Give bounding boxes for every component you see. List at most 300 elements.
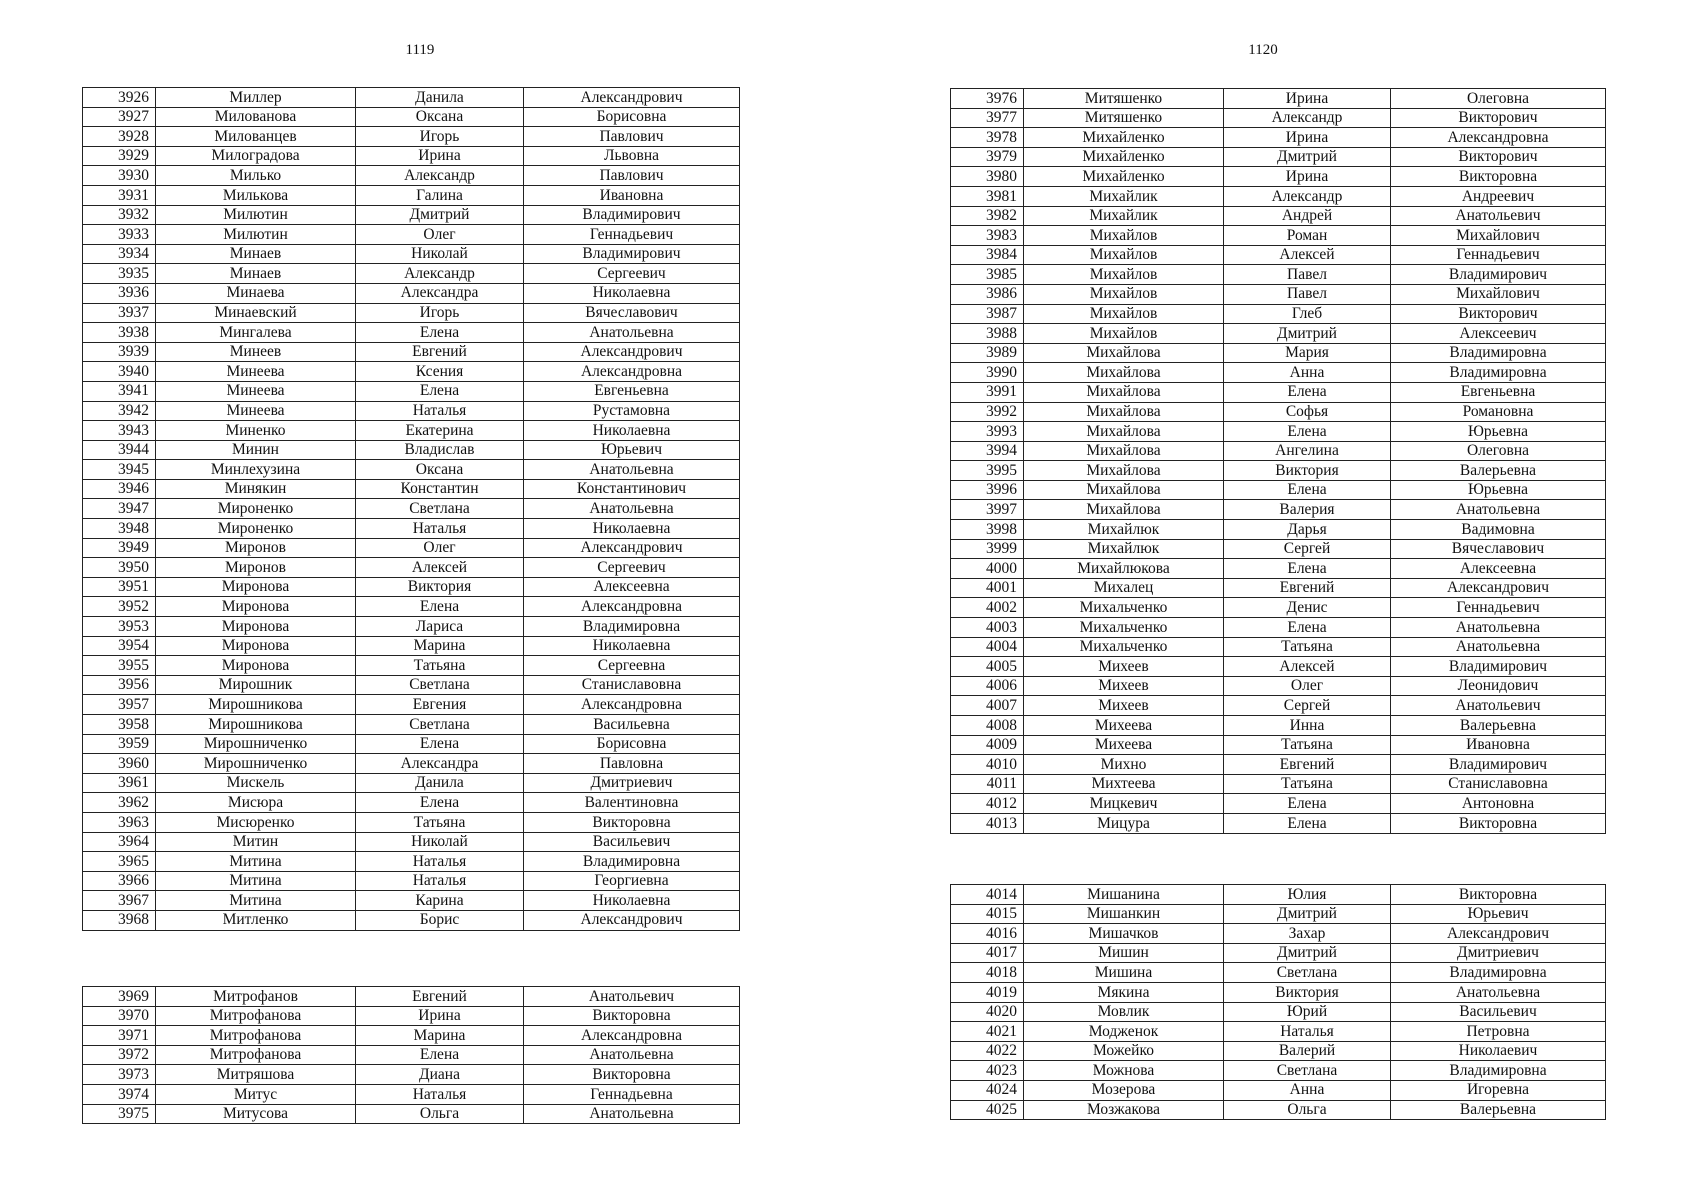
record-number: 3948 [83,519,156,539]
patronymic-cell: Викторович [1391,304,1606,324]
first-name-cell: Олег [1224,676,1391,696]
table-row [951,461,1606,481]
patronymic-cell: Ивановна [524,185,740,205]
record-number: 3964 [83,832,156,852]
patronymic-cell: Валерьевна [1391,1100,1606,1120]
first-name-cell: Константин [356,479,524,499]
surname-cell: Михайлов [1024,265,1224,285]
registry-table-left-2 [82,986,740,1124]
table-row [83,812,740,832]
first-name-cell: Елена [1224,794,1391,814]
surname-cell: Митрофанов [156,987,356,1007]
table-row [951,186,1606,206]
surname-cell: Мишин [1024,943,1224,963]
patronymic-cell: Олеговна [1391,441,1606,461]
table-row [83,323,740,343]
first-name-cell: Татьяна [1224,637,1391,657]
first-name-cell: Марина [356,636,524,656]
patronymic-cell: Борисовна [524,107,740,127]
surname-cell: Мироненко [156,499,356,519]
patronymic-cell: Николаевна [524,283,740,303]
surname-cell: Модженок [1024,1022,1224,1042]
table-row [83,127,740,147]
surname-cell: Миронов [156,558,356,578]
record-number: 3936 [83,283,156,303]
record-number: 3968 [83,910,156,930]
table-row [951,716,1606,736]
table-row [951,167,1606,187]
table-row [83,381,740,401]
table-row [83,832,740,852]
patronymic-cell: Михайлович [1391,284,1606,304]
patronymic-cell: Александровна [1391,128,1606,148]
record-number: 3937 [83,303,156,323]
first-name-cell: Татьяна [356,812,524,832]
table-row [951,441,1606,461]
record-number: 3993 [951,422,1024,442]
surname-cell: Мискель [156,773,356,793]
patronymic-cell: Анатольевна [1391,618,1606,638]
patronymic-cell: Геннадьевич [1391,245,1606,265]
table-row [951,963,1606,983]
patronymic-cell: Викторовна [1391,885,1606,905]
patronymic-cell: Рустамовна [524,401,740,421]
surname-cell: Михайлик [1024,186,1224,206]
record-number: 4002 [951,598,1024,618]
first-name-cell: Юрий [1224,1002,1391,1022]
table-row [951,245,1606,265]
surname-cell: Михайлов [1024,324,1224,344]
table-row [83,421,740,441]
record-number: 3928 [83,127,156,147]
first-name-cell: Андрей [1224,206,1391,226]
surname-cell: Мякина [1024,982,1224,1002]
surname-cell: Михеева [1024,735,1224,755]
table-row [951,539,1606,559]
surname-cell: Михайлова [1024,461,1224,481]
table-row [83,1065,740,1085]
first-name-cell: Денис [1224,598,1391,618]
patronymic-cell: Сергеевна [524,656,740,676]
record-number: 3938 [83,323,156,343]
surname-cell: Михайлова [1024,441,1224,461]
first-name-cell: Наталья [356,852,524,872]
surname-cell: Михальченко [1024,598,1224,618]
record-number: 3944 [83,440,156,460]
surname-cell: Митусова [156,1104,356,1124]
patronymic-cell: Львовна [524,146,740,166]
surname-cell: Миронова [156,617,356,637]
table-row [83,1104,740,1124]
surname-cell: Минякин [156,479,356,499]
patronymic-cell: Владимировна [1391,363,1606,383]
surname-cell: Михайлюк [1024,520,1224,540]
table-row [951,794,1606,814]
patronymic-cell: Евгеньевна [1391,382,1606,402]
first-name-cell: Олег [356,538,524,558]
first-name-cell: Светлана [356,499,524,519]
surname-cell: Мицура [1024,813,1224,833]
table-row [951,735,1606,755]
table-row [83,519,740,539]
patronymic-cell: Павлович [524,166,740,186]
record-number: 3940 [83,362,156,382]
first-name-cell: Ольга [356,1104,524,1124]
surname-cell: Митряшова [156,1065,356,1085]
patronymic-cell: Николаевна [524,519,740,539]
table-row [951,696,1606,716]
surname-cell: Михайлов [1024,245,1224,265]
surname-cell: Милоградова [156,146,356,166]
first-name-cell: Ксения [356,362,524,382]
first-name-cell: Дмитрий [356,205,524,225]
first-name-cell: Валерия [1224,500,1391,520]
record-number: 3984 [951,245,1024,265]
first-name-cell: Елена [1224,813,1391,833]
table-row [951,304,1606,324]
first-name-cell: Виктория [356,577,524,597]
table-row [951,755,1606,775]
surname-cell: Михтеева [1024,774,1224,794]
surname-cell: Михно [1024,755,1224,775]
record-number: 3956 [83,675,156,695]
record-number: 3970 [83,1006,156,1026]
patronymic-cell: Дмитриевич [524,773,740,793]
surname-cell: Миллер [156,88,356,108]
patronymic-cell: Павлович [524,127,740,147]
record-number: 3954 [83,636,156,656]
first-name-cell: Николай [356,832,524,852]
record-number: 3990 [951,363,1024,383]
first-name-cell: Борис [356,910,524,930]
patronymic-cell: Васильевич [524,832,740,852]
patronymic-cell: Анатольевич [1391,696,1606,716]
table-row [951,943,1606,963]
record-number: 3992 [951,402,1024,422]
patronymic-cell: Викторович [1391,108,1606,128]
first-name-cell: Елена [356,597,524,617]
table-row [951,128,1606,148]
table-row [83,617,740,637]
first-name-cell: Виктория [1224,461,1391,481]
table-row [83,695,740,715]
record-number: 3981 [951,186,1024,206]
record-number: 4004 [951,637,1024,657]
record-number: 3955 [83,656,156,676]
table-row [83,754,740,774]
record-number: 3929 [83,146,156,166]
surname-cell: Митрофанова [156,1026,356,1046]
surname-cell: Миронова [156,577,356,597]
patronymic-cell: Владимирович [524,244,740,264]
first-name-cell: Лариса [356,617,524,637]
record-number: 3991 [951,382,1024,402]
table-row [951,226,1606,246]
record-number: 3933 [83,225,156,245]
record-number: 3947 [83,499,156,519]
surname-cell: Милькова [156,185,356,205]
first-name-cell: Дмитрий [1224,904,1391,924]
record-number: 3980 [951,167,1024,187]
surname-cell: Мишина [1024,963,1224,983]
first-name-cell: Наталья [356,871,524,891]
first-name-cell: Евгений [356,987,524,1007]
surname-cell: Митина [156,891,356,911]
table-row [951,382,1606,402]
record-number: 3972 [83,1045,156,1065]
first-name-cell: Захар [1224,924,1391,944]
record-number: 3963 [83,812,156,832]
first-name-cell: Наталья [356,401,524,421]
patronymic-cell: Антоновна [1391,794,1606,814]
patronymic-cell: Александровна [524,1026,740,1046]
first-name-cell: Оксана [356,107,524,127]
surname-cell: Минин [156,440,356,460]
patronymic-cell: Станиславовна [1391,774,1606,794]
record-number: 4005 [951,657,1024,677]
table-row [951,559,1606,579]
table-row [83,1045,740,1065]
table-row [951,363,1606,383]
table-row [951,480,1606,500]
patronymic-cell: Алексеевна [1391,559,1606,579]
table-row [951,1022,1606,1042]
table-row [951,618,1606,638]
table-row [83,479,740,499]
record-number: 3958 [83,715,156,735]
table-row [951,1061,1606,1081]
table-row [83,283,740,303]
surname-cell: Митяшенко [1024,89,1224,109]
surname-cell: Минаевский [156,303,356,323]
surname-cell: Минеева [156,362,356,382]
patronymic-cell: Александровна [524,695,740,715]
record-number: 3945 [83,460,156,480]
patronymic-cell: Владимирович [1391,657,1606,677]
surname-cell: Мишанина [1024,885,1224,905]
surname-cell: Минаева [156,283,356,303]
surname-cell: Мишанкин [1024,904,1224,924]
first-name-cell: Светлана [356,715,524,735]
patronymic-cell: Владимировна [524,617,740,637]
patronymic-cell: Леонидович [1391,676,1606,696]
record-number: 3960 [83,754,156,774]
record-number: 4000 [951,559,1024,579]
surname-cell: Михайлова [1024,402,1224,422]
surname-cell: Мингалева [156,323,356,343]
patronymic-cell: Петровна [1391,1022,1606,1042]
table-row [83,891,740,911]
registry-table-left-1 [82,87,740,931]
surname-cell: Михайлова [1024,382,1224,402]
table-row [83,558,740,578]
record-number: 3943 [83,421,156,441]
surname-cell: Михайлюкова [1024,559,1224,579]
patronymic-cell: Олеговна [1391,89,1606,109]
table-row [951,500,1606,520]
first-name-cell: Наталья [1224,1022,1391,1042]
patronymic-cell: Геннадьевич [1391,598,1606,618]
first-name-cell: Елена [1224,382,1391,402]
table-row [83,264,740,284]
record-number: 4001 [951,578,1024,598]
patronymic-cell: Александрович [524,88,740,108]
surname-cell: Михайлов [1024,226,1224,246]
surname-cell: Михайленко [1024,167,1224,187]
first-name-cell: Светлана [1224,963,1391,983]
surname-cell: Михеев [1024,676,1224,696]
table-row [951,265,1606,285]
first-name-cell: Светлана [1224,1061,1391,1081]
patronymic-cell: Валерьевна [1391,716,1606,736]
table-row [951,1080,1606,1100]
record-number: 3978 [951,128,1024,148]
surname-cell: Минеева [156,381,356,401]
table-row [83,1006,740,1026]
registry-table-right-1 [950,88,1606,834]
patronymic-cell: Владимировна [1391,963,1606,983]
surname-cell: Михайлова [1024,363,1224,383]
table-row [83,773,740,793]
record-number: 4015 [951,904,1024,924]
first-name-cell: Софья [1224,402,1391,422]
patronymic-cell: Борисовна [524,734,740,754]
surname-cell: Митрофанова [156,1006,356,1026]
table-row [951,206,1606,226]
surname-cell: Милько [156,166,356,186]
patronymic-cell: Анатольевич [1391,206,1606,226]
surname-cell: Минаев [156,264,356,284]
first-name-cell: Евгения [356,695,524,715]
record-number: 4024 [951,1080,1024,1100]
surname-cell: Минеев [156,342,356,362]
table-row [951,343,1606,363]
record-number: 4003 [951,618,1024,638]
table-row [83,303,740,323]
surname-cell: Мирошник [156,675,356,695]
patronymic-cell: Алексеевна [524,577,740,597]
surname-cell: Миронова [156,636,356,656]
patronymic-cell: Валентиновна [524,793,740,813]
patronymic-cell: Викторовна [1391,813,1606,833]
patronymic-cell: Николаевна [524,891,740,911]
patronymic-cell: Сергеевич [524,264,740,284]
table-row [951,676,1606,696]
surname-cell: Милованова [156,107,356,127]
record-number: 3985 [951,265,1024,285]
patronymic-cell: Геннадьевна [524,1084,740,1104]
first-name-cell: Инна [1224,716,1391,736]
record-number: 3967 [83,891,156,911]
surname-cell: Митрофанова [156,1045,356,1065]
first-name-cell: Александр [356,166,524,186]
patronymic-cell: Александрович [524,910,740,930]
record-number: 4013 [951,813,1024,833]
patronymic-cell: Михайлович [1391,226,1606,246]
first-name-cell: Татьяна [1224,735,1391,755]
patronymic-cell: Анатольевна [1391,637,1606,657]
patronymic-cell: Александрович [524,538,740,558]
surname-cell: Михайлова [1024,343,1224,363]
patronymic-cell: Владимирович [524,205,740,225]
table-row [951,657,1606,677]
patronymic-cell: Геннадьевич [524,225,740,245]
table-row [951,598,1606,618]
surname-cell: Минлехузина [156,460,356,480]
table-row [83,793,740,813]
record-number: 3952 [83,597,156,617]
record-number: 4025 [951,1100,1024,1120]
record-number: 4019 [951,982,1024,1002]
surname-cell: Мишачков [1024,924,1224,944]
patronymic-cell: Владимировна [1391,343,1606,363]
table-row [951,108,1606,128]
first-name-cell: Евгений [1224,755,1391,775]
table-row [83,987,740,1007]
patronymic-cell: Владимировна [524,852,740,872]
record-number: 3962 [83,793,156,813]
surname-cell: Мисюренко [156,812,356,832]
patronymic-cell: Васильевна [524,715,740,735]
record-number: 4021 [951,1022,1024,1042]
patronymic-cell: Ивановна [1391,735,1606,755]
first-name-cell: Александр [1224,108,1391,128]
patronymic-cell: Романовна [1391,402,1606,422]
first-name-cell: Галина [356,185,524,205]
first-name-cell: Екатерина [356,421,524,441]
surname-cell: Милованцев [156,127,356,147]
first-name-cell: Ирина [356,146,524,166]
table-row [83,538,740,558]
first-name-cell: Владислав [356,440,524,460]
table-row [83,499,740,519]
record-number: 3965 [83,852,156,872]
record-number: 3951 [83,577,156,597]
record-number: 4012 [951,794,1024,814]
record-number: 3975 [83,1104,156,1124]
surname-cell: Мозерова [1024,1080,1224,1100]
record-number: 3931 [83,185,156,205]
registry-table-right-2 [950,884,1606,1120]
record-number: 3930 [83,166,156,186]
patronymic-cell: Анатольевна [1391,500,1606,520]
table-row [83,675,740,695]
table-row [83,715,740,735]
record-number: 4006 [951,676,1024,696]
table-row [83,244,740,264]
patronymic-cell: Викторовна [524,1006,740,1026]
first-name-cell: Диана [356,1065,524,1085]
table-row [83,440,740,460]
first-name-cell: Валерий [1224,1041,1391,1061]
patronymic-cell: Игоревна [1391,1080,1606,1100]
first-name-cell: Наталья [356,1084,524,1104]
first-name-cell: Николай [356,244,524,264]
table-row [83,597,740,617]
first-name-cell: Александра [356,283,524,303]
record-number: 3942 [83,401,156,421]
record-number: 4009 [951,735,1024,755]
record-number: 4014 [951,885,1024,905]
patronymic-cell: Георгиевна [524,871,740,891]
surname-cell: Михайлова [1024,500,1224,520]
table-row [951,284,1606,304]
page-number-right: 1120 [1248,42,1278,58]
record-number: 3982 [951,206,1024,226]
surname-cell: Михайлов [1024,284,1224,304]
record-number: 3973 [83,1065,156,1085]
table-row [951,1041,1606,1061]
